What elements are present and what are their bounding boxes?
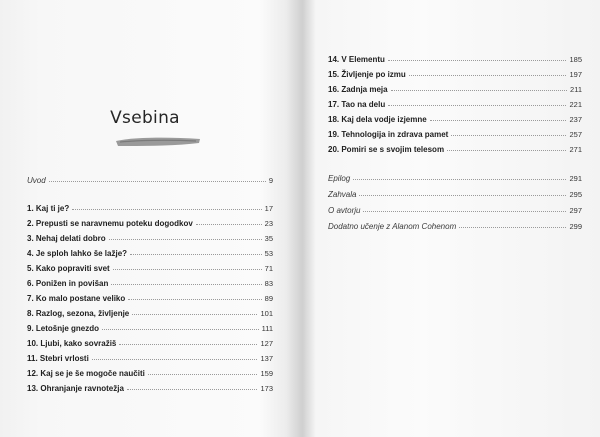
toc-entry-backmatter: Zahvala 295 [328, 188, 582, 201]
toc-entry-backmatter: O avtorju 297 [328, 204, 582, 217]
toc-entry: 10. Ljubi, kako sovražiš 127 [27, 337, 273, 350]
toc-entry: 19. Tehnologija in zdrava pamet 257 [328, 128, 582, 141]
toc-entry: 14. V Elementu 185 [328, 53, 582, 66]
toc-entry: 8. Razlog, sezona, življenje 101 [27, 307, 273, 320]
left-page [0, 0, 296, 437]
toc-entry-backmatter: Epilog 291 [328, 172, 582, 185]
toc-entry: 16. Zadnja meja 211 [328, 83, 582, 96]
toc-entry: 18. Kaj dela vodje izjemne 237 [328, 113, 582, 126]
toc-entry-backmatter: Dodatno učenje z Alanom Cohenom 299 [328, 220, 582, 233]
toc-entry: 20. Pomiri se s svojim telesom 271 [328, 143, 582, 156]
toc-entry: 15. Življenje po izmu 197 [328, 68, 582, 81]
right-page [304, 0, 600, 437]
toc-entry: 13. Ohranjanje ravnotežja 173 [27, 382, 273, 395]
toc-entry: 12. Kaj se je še mogoče naučiti 159 [27, 367, 273, 380]
toc-entry: 6. Ponižen in povišan 83 [27, 277, 273, 290]
toc-entry: 5. Kako popraviti svet 71 [27, 262, 273, 275]
toc-entry: 3. Nehaj delati dobro 35 [27, 232, 273, 245]
brush-stroke-decoration [114, 134, 202, 150]
toc-entry: 9. Letošnje gnezdo 111 [27, 322, 273, 335]
toc-entry-intro: Uvod 9 [27, 174, 273, 187]
page-title: Vsebina [110, 108, 180, 128]
toc-entry: 17. Tao na delu 221 [328, 98, 582, 111]
toc-entry: 7. Ko malo postane veliko 89 [27, 292, 273, 305]
toc-entry: 1. Kaj ti je? 17 [27, 202, 273, 215]
toc-entry: 2. Prepusti se naravnemu poteku dogodkov 23 [27, 217, 273, 230]
toc-entry: 4. Je sploh lahko še lažje? 53 [27, 247, 273, 260]
toc-entry: 11. Stebri vrlosti 137 [27, 352, 273, 365]
